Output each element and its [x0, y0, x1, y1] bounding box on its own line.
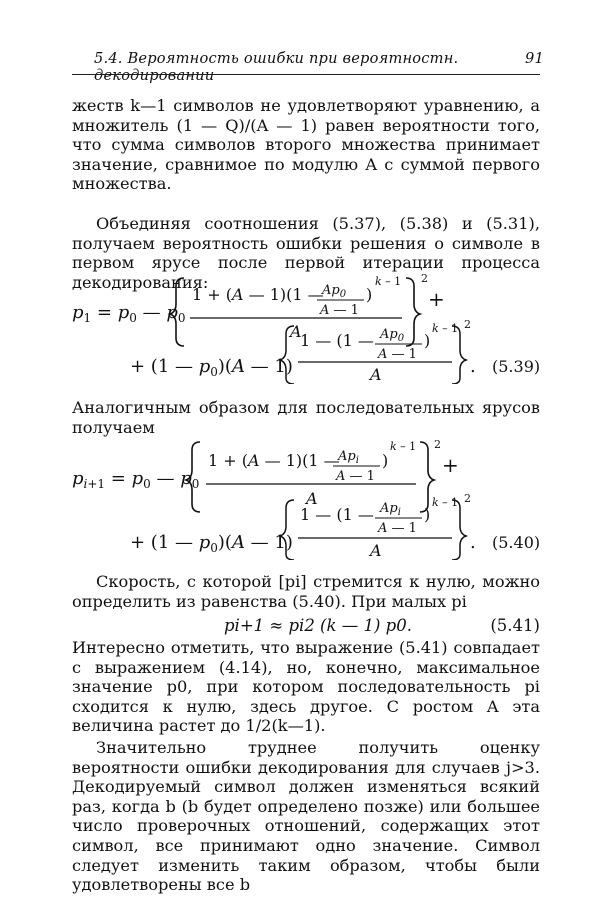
eq539-label: (5.39): [492, 357, 540, 376]
svg-text:pi+1 = p0 — p0: $p_i+1 = p_0$ — $p_0$: [72, 468, 200, 491]
svg-text:k – 1: k – 1: [390, 440, 417, 453]
paragraph-5: Интересно отметить, что выражение (5.41) совпадает с выражением (4.14), но, конечно, максимальное значение p0, при котором последовательность pi сходится к нулю, здесь другое. С ростом A эта величина растет до 1/2(k—1).: [72, 638, 540, 736]
eq539-numerator: 1 + (A — 1)(1 —: [192, 285, 324, 304]
svg-text:A — 1: A — 1: [378, 521, 417, 536]
svg-text:Api: $Ap_i$: [338, 449, 359, 466]
eq539-right-brace: [406, 278, 420, 346]
svg-text:2: 2: [464, 318, 471, 331]
svg-text:k – 1: k – 1: [375, 275, 402, 288]
paragraph-3: Аналогичным образом для последовательных ярусов получаем: [72, 398, 540, 437]
page-number: 91: [525, 50, 544, 67]
svg-text:k – 1: k – 1: [432, 322, 459, 335]
svg-text:A: A: [370, 365, 382, 384]
svg-text:1 — (1 —: 1 — (1 —: [300, 331, 374, 350]
svg-text:+ (1 — p0)(A — 1): + (1 — $p_0)(A$ — 1): [130, 356, 293, 379]
svg-text:2: 2: [434, 438, 441, 451]
svg-text:A: A: [306, 489, 318, 508]
svg-text:): ): [424, 505, 431, 524]
svg-text:A — 1: A — 1: [320, 303, 359, 318]
paragraph-6: Значительно труднее получить оценку вероятности ошибки декодирования для случаев j>3. Декодируемый символ должен изменяться всякий раз, когда b (b будет определено позже) или большее число проверочных отношений, содержащих этот символ, все принимают одно значение. Символ следует изменить таким образом, чтобы были удовлетворены все b: [72, 738, 540, 895]
svg-text:+ (1 — p0)(A — 1): + (1 — $p_0)(A$ — 1): [130, 532, 293, 555]
svg-text:1 — (1 —: 1 — (1 —: [300, 505, 374, 524]
svg-text:.: .: [470, 532, 476, 553]
svg-text:Api: $Ap_i$: [380, 501, 401, 518]
paragraph-4: Скорость, с которой [pi] стремится к нулю, можно определить из равенства (5.40). При малых pi: [72, 572, 540, 611]
svg-text:A — 1: A — 1: [378, 347, 417, 362]
svg-text:Ap0: $Ap_0$: [380, 327, 405, 344]
running-header: [94, 50, 544, 84]
eq539-lhs: $p_1 = p_0$ — $p_0$: [72, 302, 186, 325]
eq540-label: (5.40): [492, 533, 540, 552]
svg-text:Ap0: $Ap_0$: [322, 283, 347, 300]
svg-text:A — 1: A — 1: [336, 469, 375, 484]
equation-5-39: [72, 274, 540, 384]
svg-text:k – 1: k – 1: [432, 496, 459, 509]
svg-text:): ): [424, 331, 431, 350]
svg-text:A: A: [290, 322, 302, 341]
svg-text:2: 2: [421, 274, 428, 285]
paragraph-2: Объединяя соотношения (5.37), (5.38) и (5.31), получаем вероятность ошибки решения о символе в первом ярусе после первой итерации процесса декодирования:: [72, 214, 540, 292]
header-rule: [72, 74, 540, 75]
svg-text:1 + (A — 1)(1 —: 1 + (A — 1)(1 —: [208, 451, 340, 470]
svg-text:A: A: [370, 541, 382, 560]
paragraph-1: жеств k—1 символов не удовлетворяют уравнению, а множитель (1 — Q)/(A — 1) равен вероятности того, что сумма символов второго множества принимает значение, сравнимое по модулю A с суммой первого множества.: [72, 96, 540, 194]
eq541-label: (5.41): [490, 616, 540, 635]
equation-5-40: [72, 438, 540, 560]
svg-text:): ): [366, 285, 373, 304]
section-title: 5.4. Вероятность ошибки при вероятностн. декодировании: [94, 50, 459, 84]
svg-text:+: +: [428, 287, 445, 311]
svg-text:.: .: [470, 356, 476, 377]
svg-text:2: 2: [464, 492, 471, 505]
svg-text:+: +: [442, 453, 459, 477]
eq541-body: pi+1 ≈ pi2 (k — 1) p0.: [224, 616, 412, 635]
svg-text:): ): [382, 451, 389, 470]
